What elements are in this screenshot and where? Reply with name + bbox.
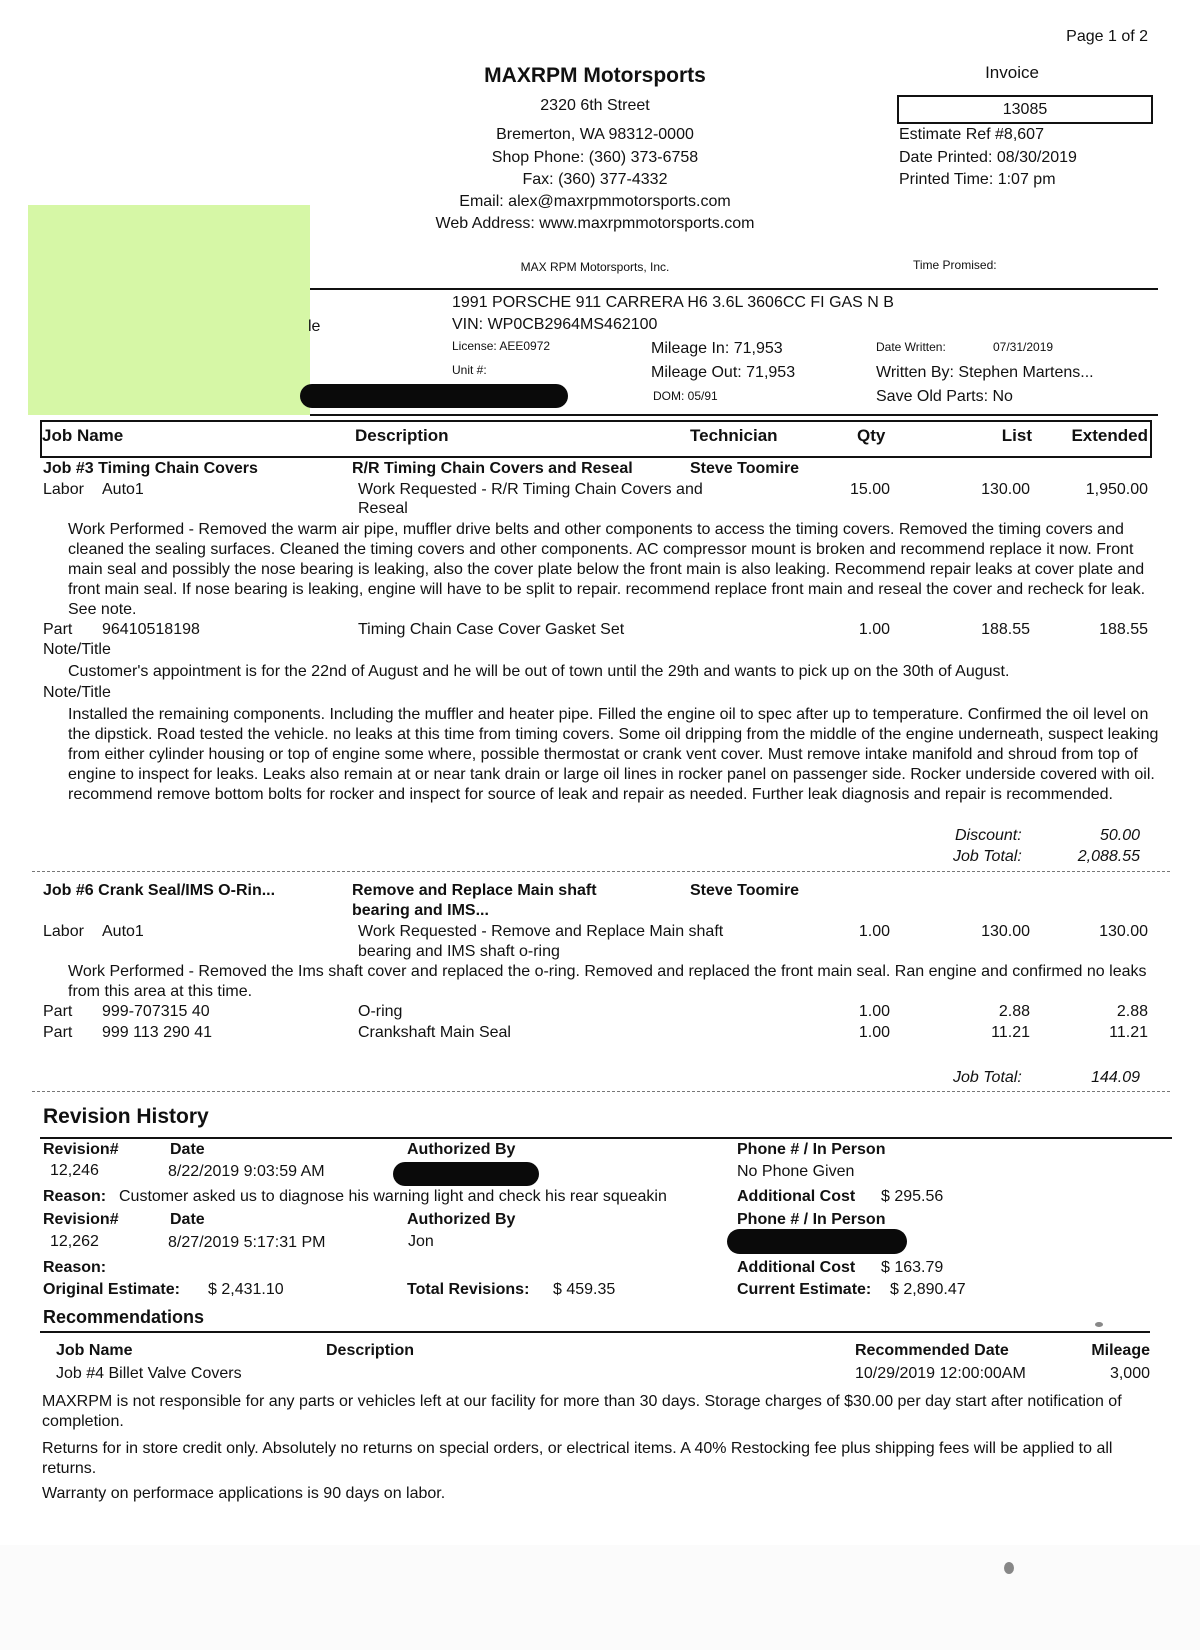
rev1-addl: $ 295.56 [881,1188,944,1205]
rev2-addl: $ 163.79 [881,1259,944,1276]
job6-part2-no: 999 113 290 41 [102,1024,213,1041]
customer-name-fragment: le [308,318,321,335]
total-revisions-label: Total Revisions: [407,1281,530,1298]
job6-labor-ext: 130.00 [1099,923,1148,940]
job3-part-no: 96410518198 [102,621,200,638]
vehicle-license: License: AEE0972 [452,339,551,353]
shop-legal-name: MAX RPM Motorsports, Inc. [520,260,670,274]
job6-labor-qty: 1.00 [858,923,890,940]
job3-part-desc: Timing Chain Case Cover Gasket Set [358,621,625,638]
job6-labor-desc-cont: bearing and IMS shaft o-ring [358,943,560,960]
job3-total: 2,088.55 [1077,848,1140,865]
job6-technician: Steve Toomire [690,882,800,899]
rec-mileage: 3,000 [1109,1365,1150,1382]
th-qty: Qty [857,426,886,445]
invoice-number: 13085 [1002,101,1048,118]
vehicle-top-rule [310,288,1158,290]
job6-description: Remove and Replace Main shaft [352,882,597,899]
rec-h-job: Job Name [56,1342,133,1359]
job3-part-ext: 188.55 [1099,621,1148,638]
date-written-label: Date Written: [876,340,946,354]
doc-type: Invoice [985,63,1039,82]
job6-part1-type: Part [43,1003,73,1020]
rev1-number: 12,246 [50,1162,99,1179]
date-printed: Date Printed: 08/30/2019 [899,149,1077,166]
job6-description-cont: bearing and IMS... [352,902,489,919]
estimate-ref: Estimate Ref #8,607 [899,126,1044,143]
current-estimate: $ 2,890.47 [890,1281,966,1298]
vehicle-dom: DOM: 05/91 [653,389,718,403]
rev2-h-authorized: Authorized By [407,1211,516,1228]
job3-labor-code: Auto1 [102,481,144,498]
sticky-note [28,205,310,415]
date-written: 07/31/2019 [993,340,1054,354]
job6-part2-list: 11.21 [991,1024,1030,1041]
vehicle-description: 1991 PORSCHE 911 CARRERA H6 3.6L 3606CC FI GAS N B [452,294,894,311]
redaction-bar [300,384,568,408]
job6-part1-desc: O-ring [358,1003,403,1020]
job6-part1-list: 2.88 [998,1003,1030,1020]
rev2-phone-redaction [727,1229,907,1254]
rev1-h-authorized: Authorized By [407,1141,516,1158]
shop-street: 2320 6th Street [540,97,650,114]
job6-labor-type: Labor [43,923,84,940]
job6-divider [32,1091,1170,1092]
rec-h-date: Recommended Date [855,1342,1009,1359]
recommendations-title: Recommendations [43,1307,205,1327]
vehicle-vin: VIN: WP0CB2964MS462100 [452,316,658,333]
rev2-addl-label: Additional Cost [737,1259,856,1276]
job3-labor-qty: 15.00 [849,481,890,498]
th-description: Description [355,426,449,445]
footer-returns-terms: Returns for in store credit only. Absolutely no returns on special orders, or electrical items. A 40% Restocking fee plus shipping fees will be applied to all returns. [42,1440,1113,1477]
written-by: Written By: Stephen Martens... [876,364,1094,381]
job3-description: R/R Timing Chain Covers and Reseal [352,460,633,477]
job3-divider [32,871,1170,872]
job3-total-label: Job Total: [953,848,1022,865]
rev2-h-phone: Phone # / In Person [737,1211,886,1228]
th-job-name: Job Name [42,426,124,445]
job3-note1: Customer's appointment is for the 22nd of August and he will be out of town until the 29th and wants to pick up on the 30th of August. [68,663,1010,680]
revision-history-title: Revision History [43,1105,209,1128]
job6-part1-no: 999-707315 40 [102,1003,210,1020]
shop-web: Web Address: www.maxrpmmotorsports.com [435,215,755,232]
scan-speck [1095,1322,1103,1327]
job6-part1-qty: 1.00 [858,1003,890,1020]
vehicle-unit: Unit #: [452,363,487,377]
shop-phone: Shop Phone: (360) 373-6758 [491,149,699,166]
original-estimate: $ 2,431.10 [208,1281,284,1298]
job3-labor-list: 130.00 [981,481,1030,498]
scan-bottom-margin [0,1545,1200,1650]
job6-part2-desc: Crankshaft Main Seal [358,1024,511,1041]
rec-job: Job #4 Billet Valve Covers [56,1365,242,1382]
original-estimate-label: Original Estimate: [43,1281,180,1298]
rec-date: 10/29/2019 12:00:00AM [855,1365,1026,1382]
job3-part-type: Part [43,621,73,638]
time-promised: Time Promised: [913,258,997,272]
job3-labor-type: Labor [43,481,84,498]
revision-rule [40,1137,1172,1139]
save-old-parts: Save Old Parts: No [876,388,1013,405]
rec-h-mileage: Mileage [1091,1342,1150,1359]
scan-speck [1004,1562,1014,1574]
job6-labor-desc: Work Requested - Remove and Replace Main shaft [358,923,724,940]
rev1-reason-label: Reason: [43,1188,107,1205]
shop-fax: Fax: (360) 377-4332 [522,171,668,188]
rev2-h-revision: Revision# [43,1211,119,1228]
job6-total: 144.09 [1091,1069,1140,1086]
vehicle-bottom-rule [310,414,1158,416]
shop-email: Email: alex@maxrpmmotorsports.com [459,193,731,210]
job3-labor-desc: Work Requested - R/R Timing Chain Covers and [358,481,703,498]
rev1-phone: No Phone Given [737,1163,855,1180]
rev2-date: 8/27/2019 5:17:31 PM [168,1234,326,1251]
rev1-h-phone: Phone # / In Person [737,1141,886,1158]
job3-labor-desc-cont: Reseal [358,500,408,517]
job6-part2-type: Part [43,1024,73,1041]
job6-part2-qty: 1.00 [858,1024,890,1041]
job3-technician: Steve Toomire [690,460,800,477]
job3-note1-title: Note/Title [43,641,111,658]
page-number: Page 1 of 2 [1066,28,1148,45]
shop-name: MAXRPM Motorsports [484,64,706,87]
th-extended: Extended [1071,426,1148,445]
job6-labor-list: 130.00 [981,923,1030,940]
job3-part-qty: 1.00 [858,621,890,638]
job3-note2: Installed the remaining components. Including the muffler and heater pipe. Filled the engine oil to spec after up to temperature. Confirmed the oil level on the dipstick. Road tested the vehicle. no leaks at this time from timing covers. Some oil dripping from the middle of the engine underneath, suspect leaking from either cylinder housing or top of engine some where, possible thermostat or crank vent cover. Must remove intake manifold and shroud from top of engine to inspect for leaks. Leaks also remain at or near tank drain or large oil lines in rocker panel on passenger side. Rocker underside covered with oil. recommend remove bottom bolts for rocker and inspect for source of leak and repair as needed. Further leak diagnosis and repair is recommended. [68,706,1159,803]
job6-part2-ext: 11.21 [1109,1024,1148,1041]
job6-labor-code: Auto1 [102,923,144,940]
rev1-h-revision: Revision# [43,1141,119,1158]
job6-total-label: Job Total: [953,1069,1022,1086]
rev1-authorized-redaction [393,1162,539,1186]
shop-city: Bremerton, WA 98312-0000 [496,126,694,143]
job3-note2-title: Note/Title [43,684,111,701]
rev2-authorized: Jon [408,1233,434,1250]
rev1-addl-label: Additional Cost [737,1188,856,1205]
job3-discount-label: Discount: [955,827,1022,844]
job6-name: Job #6 Crank Seal/IMS O-Rin... [43,882,276,899]
rev1-date: 8/22/2019 9:03:59 AM [168,1163,325,1180]
rev2-number: 12,262 [50,1233,99,1250]
invoice-number-box [897,95,1153,124]
recommendations-rule [40,1331,1150,1333]
mileage-out: Mileage Out: 71,953 [651,364,796,381]
footer-warranty-terms: Warranty on performace applications is 90 days on labor. [42,1485,446,1502]
footer-storage-terms: MAXRPM is not responsible for any parts or vehicles left at our facility for more than 30 days. Storage charges of $30.00 per day start after notification of completion. [42,1393,1122,1430]
job3-part-list: 188.55 [981,621,1030,638]
rev1-reason: Customer asked us to diagnose his warning light and check his rear squeakin [119,1188,667,1205]
job6-part1-ext: 2.88 [1116,1003,1148,1020]
rev1-h-date: Date [170,1141,205,1158]
current-estimate-label: Current Estimate: [737,1281,872,1298]
job3-name: Job #3 Timing Chain Covers [43,460,258,477]
mileage-in: Mileage In: 71,953 [651,340,783,357]
printed-time: Printed Time: 1:07 pm [899,171,1056,188]
job3-discount: 50.00 [1099,827,1140,844]
rev2-reason-label: Reason: [43,1259,107,1276]
total-revisions: $ 459.35 [553,1281,616,1298]
rec-h-desc: Description [326,1342,415,1359]
job3-work-performed: Work Performed - Removed the warm air pipe, muffler drive belts and other components to access the timing covers. Removed the timing covers and cleaned the sealing surfaces. Cleaned the timing covers and other components. AC compressor mount is broken and recommend replace it now. Front main seal and possibly the nose bearing is leaking, also the cover plate below the front main is also leaking. Recommend repair leaks at cover plate and front main seal. If nose bearing is leaking, engine will have to be split to repair. recommend replace front main and reseal the cover and recheck for leak. See note. [68,521,1146,618]
job3-labor-ext: 1,950.00 [1085,481,1148,498]
rev2-h-date: Date [170,1211,205,1228]
th-list: List [1001,426,1032,445]
job6-work-performed: Work Performed - Removed the Ims shaft cover and replaced the o-ring. Removed and replaced the front main seal. Ran engine and confirmed no leaks from this area at this time. [68,963,1147,1000]
th-technician: Technician [690,426,778,445]
